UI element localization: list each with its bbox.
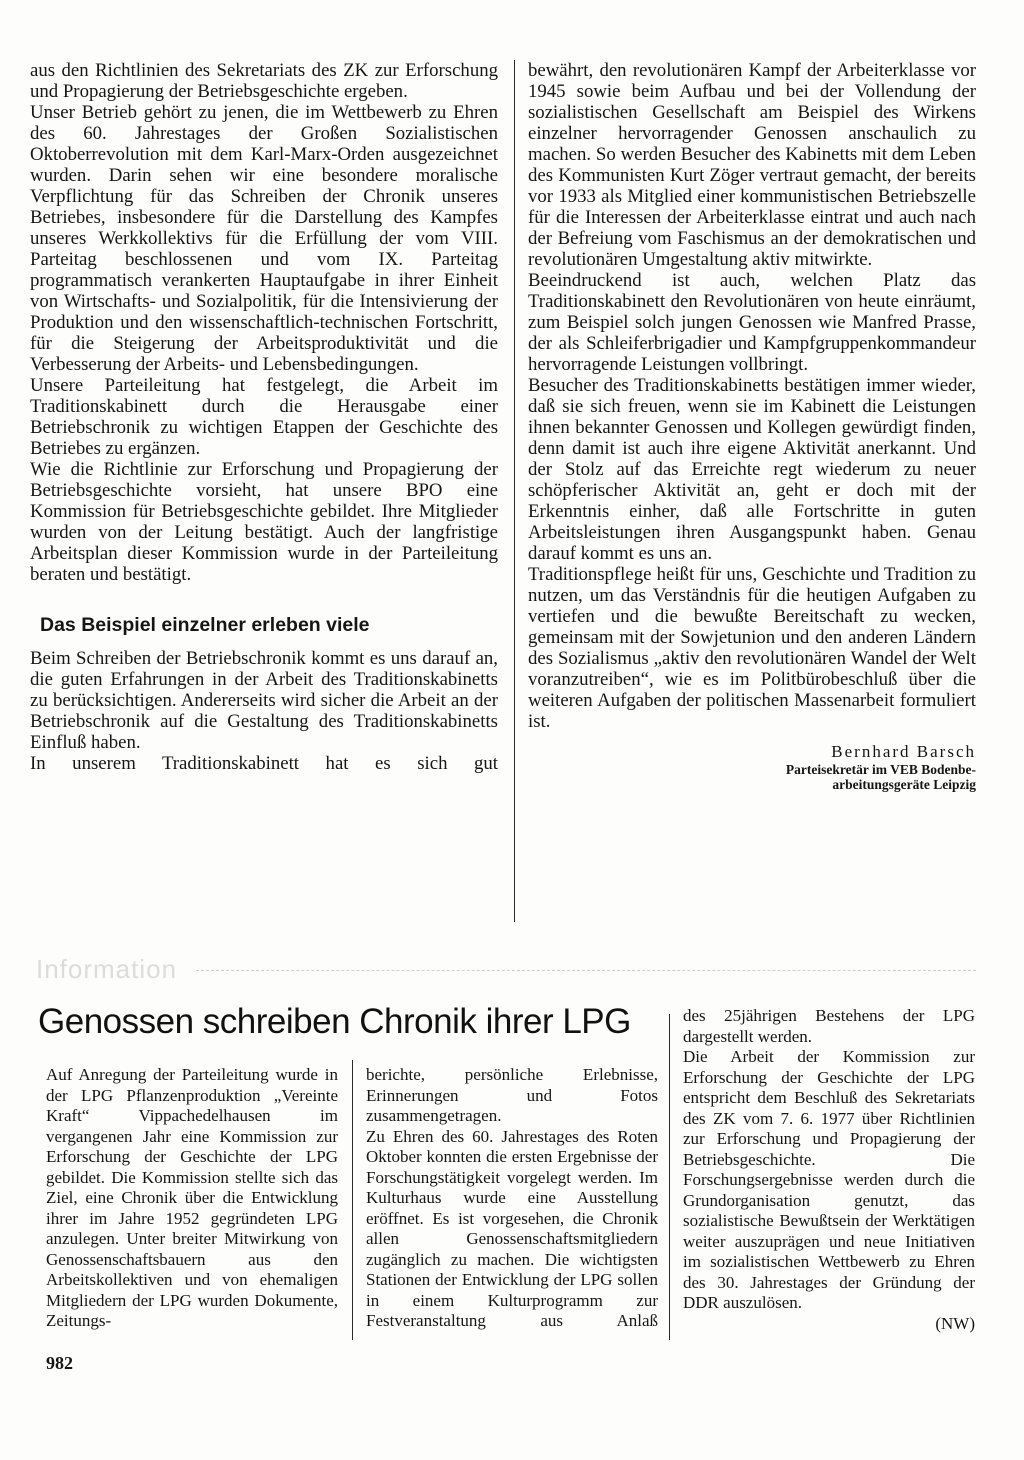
paragraph: berichte, persönliche Erlebnisse, Erinnerungen und Fotos zusammengetragen. [366,1065,658,1125]
column-divider [669,1014,670,1340]
paragraph: Beeindruckend ist auch, welchen Platz das Traditionskabinett den Revolutionären von heute einräumt, zum Beispiel solch jungen Genossen wie Manfred Prasse, der als Schleiferbrigadier und Kampfgruppenkommandeur hervorragende Leistungen vollbringt. [528,270,976,375]
paragraph: Unser Betrieb gehört zu jenen, die im Wettbewerb zu Ehren des 60. Jahrestages der Großen Sozialistischen Oktoberrevolution mit dem Karl-Marx-Orden ausgezeichnet wurden. Darin sehen wir eine besondere moralische Verpflichtung für das Schreiben der Chronik unseres Betriebes, insbesondere für die Darstellung des Kampfes unseres Werkkollektivs für die Erfüllung der vom VIII. Parteitag beschlossenen und vom IX. Parteitag programmatisch verankerten Hauptaufgabe in ihrer Einheit von Wirtschafts- und Sozialpolitik, für die Intensivierung der Produktion und den wissenschaftlich-technischen Fortschritt, für die Steigerung der Arbeitsproduktivität und die Verbesserung der Arbeits- und Lebensbedingungen. [30,102,498,375]
author-name: Bernhard Barsch [831,742,976,761]
article-left-column [30,60,498,774]
paragraph: Zu Ehren des 60. Jahrestages des Roten Oktober konnten die ersten Ergebnisse der Forschungstätigkeit vorgelegt werden. Im Kulturhaus wurde eine Ausstellung eröffnet. Es ist vorgesehen, die Chronik allen Genossenschaftsmitgliedern zugänglich zu machen. Die wichtigsten Stationen der Entwicklung der LPG sollen in einem Kulturprogramm zur Festveranstaltung aus Anlaß [366,1126,658,1330]
section-divider [196,970,976,971]
paragraph: In unserem Traditionskabinett hat es sich gut [30,753,498,774]
subheading: Das Beispiel einzelner erleben viele [40,614,370,636]
sign-off: (NW) [935,1313,975,1333]
column-divider [514,60,515,922]
news-column-2 [366,1065,658,1332]
paragraph: bewährt, den revolutionären Kampf der Arbeiterklasse vor 1945 sowie beim Aufbau und bei der Vollendung der sozialistischen Gesellschaft am Beispiel des Wirkens einzelner hervorragender Genossen anschaulich zu machen. So werden Besucher des Kabinetts mit dem Leben des Kommunisten Kurt Zöger vertraut gemacht, der bereits vor 1933 als Mitglied einer kommunistischen Betriebszelle für die Interessen der Arbeiterklasse eintrat und auch nach der Befreiung vom Faschismus an der demokratischen und revolutionären Umgestaltung aktiv mitwirkte. [528,60,976,270]
column-divider [352,1060,353,1340]
section-label: Information [36,954,178,984]
paragraph: Unsere Parteileitung hat festgelegt, die Arbeit im Traditionskabinett durch die Herausgabe einer Betriebschronik zu wichtigen Etappen der Geschichte des Betriebes zu ergänzen. [30,375,498,459]
author-role: Parteisekretär im VEB Bodenbe- [785,762,976,777]
paragraph: Beim Schreiben der Betriebschronik kommt es uns darauf an, die guten Erfahrungen in der Arbeit des Traditionskabinetts zu berücksichtigen. Andererseits wird sicher die Arbeit an der Betriebschronik auf die Gestaltung des Traditionskabinetts Einfluß haben. [30,648,498,753]
author-signature [528,742,976,792]
author-role: arbeitungsgeräte Leipzig [832,777,976,792]
headline: Genossen schreiben Chronik ihrer LPG [38,1002,631,1041]
paragraph: Wie die Richtlinie zur Erforschung und Propagierung der Betriebsgeschichte vorsieht, hat unsere BPO eine Kommission für Betriebsgeschichte gebildet. Ihre Mitglieder wurden von der Leitung bestätigt. Auch der langfristige Arbeitsplan dieser Kommission wurde in der Parteileitung beraten und bestätigt. [30,459,498,585]
paragraph: Besucher des Traditionskabinetts bestätigen immer wieder, daß sie sich freuen, wenn sie im Kabinett die Leistungen ihnen bekannter Genossen und Kollegen gewürdigt finden, denn damit ist auch ihre eigene Aktivität anerkannt. Und der Stolz auf das Erreichte regt wiederum zu neuer schöpferischer Aktivität an, geht er doch mit der Erkenntnis einher, daß alle Fortschritte in guten Arbeitsleistungen ihren Ausgangspunkt haben. Genau darauf kommt es uns an. [528,375,976,564]
article-right-column [528,60,976,792]
paragraph: aus den Richtlinien des Sekretariats des ZK zur Erforschung und Propagierung der Betriebsgeschichte ergeben. [30,60,498,102]
paragraph: Auf Anregung der Parteileitung wurde in der LPG Pflanzenproduktion „Vereinte Kraft“ Vippachedelhausen im vergangenen Jahr eine Kommission zur Erforschung der Geschichte der LPG gebildet. Die Kommission stellte sich das Ziel, eine Chronik über die Entwicklung ihrer im Jahre 1952 gegründeten LPG anzulegen. Unter breiter Mitwirkung von Genossenschaftsbauern aus den Arbeitskollektiven und von ehemaligen Mitgliedern der LPG wurden Dokumente, Zeitungs- [46,1065,338,1330]
news-column-3 [683,1006,975,1334]
paragraph: Traditionspflege heißt für uns, Geschichte und Tradition zu nutzen, um das Verständnis für die heutigen Aufgaben zu vertiefen und die bewußte Bereitschaft zu wecken, gemeinsam mit der Sowjetunion und den anderen Ländern des Sozialismus „aktiv den revolutionären Wandel der Welt voranzutreiben“, wie es im Politbürobeschluß über die weiteren Aufgaben der politischen Massenarbeit formuliert ist. [528,564,976,732]
news-column-1 [46,1065,338,1332]
paragraph: des 25jährigen Bestehens der LPG dargestellt werden. [683,1006,975,1046]
page-number: 982 [46,1353,73,1373]
paragraph: Die Arbeit der Kommission zur Erforschung der Geschichte der LPG entspricht dem Beschluß des Sekretariats des ZK vom 7. 6. 1977 über Richtlinien zur Erforschung und Propagierung der Betriebsgeschichte. Die Forschungsergebnisse werden durch die Grundorganisation genutzt, das sozialistische Bewußtsein der Werktätigen weiter auszuprägen und neue Initiativen im sozialistischen Wettbewerb zu Ehren des 30. Jahrestages der Gründung der DDR auszulösen. [683,1047,975,1312]
